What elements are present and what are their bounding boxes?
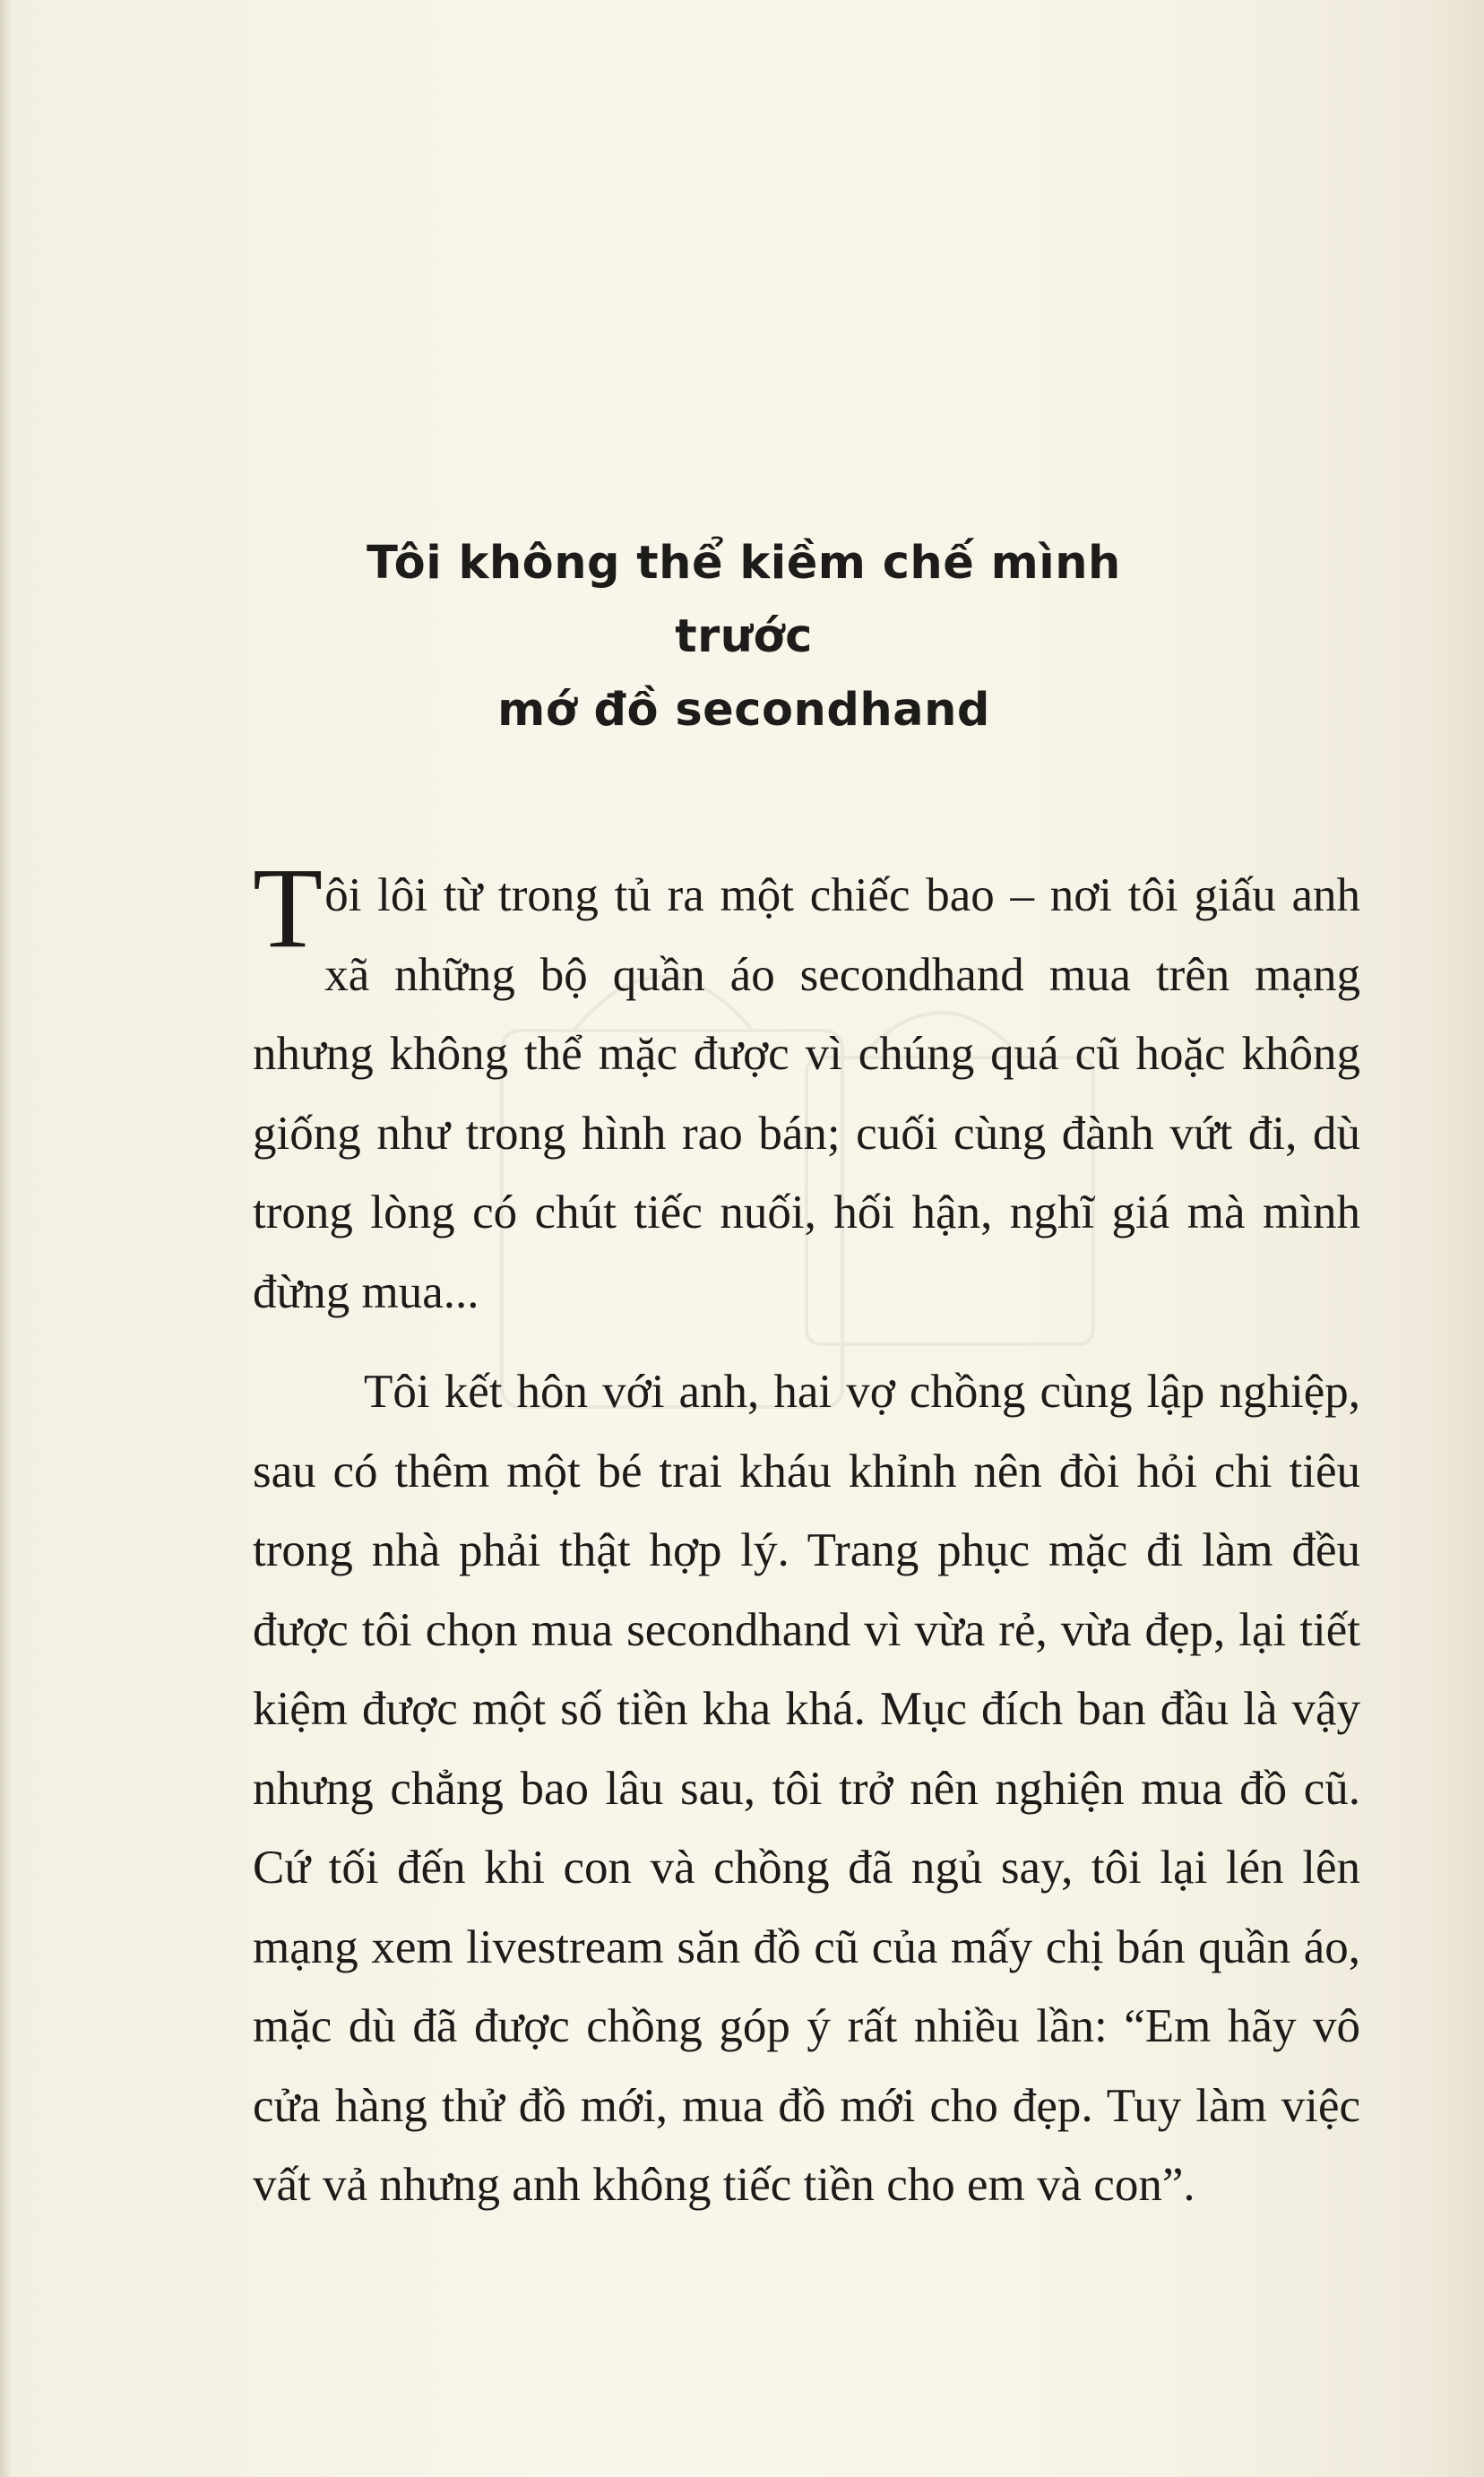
spine-shadow: [0, 0, 13, 2477]
chapter-heading: [296, 527, 1192, 747]
paragraph-2: Tôi kết hôn với anh, hai vợ chồng cùng lập nghiệp, sau có thêm một bé trai kháu khỉnh nên đòi hỏi chi tiêu trong nhà phải thật hợp lý. Trang phục mặc đi làm đều được tôi chọn mua secondhand vì vừa rẻ, vừa đẹp, lại tiết kiệm được một số tiền kha khá. Mục đích ban đầu là vậy nhưng chẳng bao lâu sau, tôi trở nên nghiện mua đồ cũ. Cứ tối đến khi con và chồng đã ngủ say, tôi lại lén lên mạng xem livestream săn đồ cũ của mấy chị bán quần áo, mặc dù đã được chồng góp ý rất nhiều lần: “Em hãy vô cửa hàng thử đồ mới, mua đồ mới cho đẹp. Tuy làm việc vất vả nhưng anh không tiếc tiền cho em và con”.: [253, 1366, 1360, 2211]
paragraph-1-text: ôi lôi từ trong tủ ra một chiếc bao – nơi tôi giấu anh xã những bộ quần áo secondhand mua trên mạng nhưng không thể mặc được vì chúng quá cũ hoặc không giống như trong hình rao bán; cuối cùng đành vứt đi, dù trong lòng có chút tiếc nuối, hối hận, nghĩ giá mà mình đừng mua...: [253, 869, 1360, 1318]
paragraph-1: [253, 844, 1360, 1332]
heading-line-2: mớ đồ secondhand: [497, 684, 990, 737]
drop-cap: T: [253, 844, 324, 971]
body-text: [253, 844, 1360, 2225]
heading-line-1: Tôi không thể kiềm chế mình trước: [367, 537, 1121, 663]
